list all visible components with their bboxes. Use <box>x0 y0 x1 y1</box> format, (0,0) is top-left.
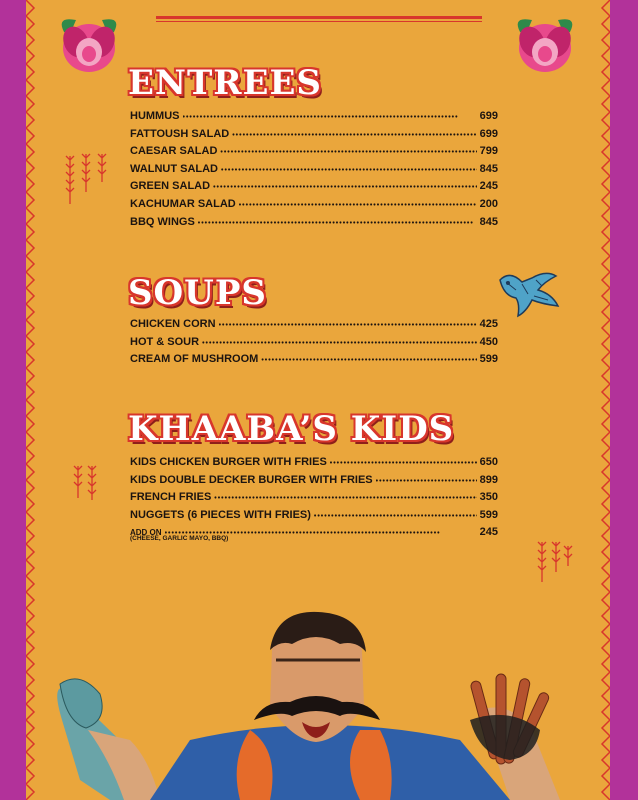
dot-leader <box>232 128 476 140</box>
entrees-list <box>130 110 498 233</box>
entrees-heading: ENTREES <box>128 63 322 103</box>
dot-leader <box>198 216 477 228</box>
menu-item <box>130 509 498 527</box>
item-name: KIDS DOUBLE DECKER BURGER WITH FRIES <box>130 473 373 486</box>
menu-item <box>130 163 498 181</box>
dot-leader <box>219 318 477 330</box>
item-price: 845 <box>479 162 498 175</box>
soups-list <box>130 318 498 371</box>
dot-leader <box>330 456 477 468</box>
item-price: 245 <box>479 180 498 193</box>
dot-leader <box>376 474 477 486</box>
item-name: CREAM OF MUSHROOM <box>130 353 259 366</box>
arrow-pattern-icon <box>62 152 110 210</box>
addon-note: (CHEESE, GARLIC MAYO, BBQ) <box>130 535 229 543</box>
dot-leader <box>239 198 477 210</box>
item-price: 699 <box>479 127 498 140</box>
dot-leader <box>213 180 477 192</box>
left-zigzag-border <box>26 0 38 800</box>
dot-leader <box>183 110 477 122</box>
item-price: 899 <box>479 473 498 486</box>
dot-leader <box>221 163 477 175</box>
item-price: 699 <box>479 110 498 122</box>
menu-item <box>130 353 498 371</box>
item-price: 350 <box>479 491 498 504</box>
menu-item <box>130 318 498 336</box>
lotus-flower-icon <box>56 12 122 78</box>
menu-item <box>130 110 498 128</box>
item-price: 200 <box>479 197 498 210</box>
lotus-flower-icon <box>512 12 578 78</box>
menu-item <box>130 180 498 198</box>
menu-item <box>130 216 498 234</box>
item-price: 450 <box>479 335 498 348</box>
item-price: 845 <box>479 215 498 228</box>
item-name: WALNUT SALAD <box>130 162 218 175</box>
item-price: 799 <box>479 145 498 158</box>
arrow-pattern-icon <box>536 538 576 584</box>
dot-leader <box>220 145 476 157</box>
item-price: 599 <box>479 508 498 521</box>
item-name: HOT & SOUR <box>130 335 200 348</box>
dot-leader <box>214 491 476 503</box>
item-price: 650 <box>479 456 498 468</box>
character-illustration <box>40 610 600 800</box>
menu-item <box>130 128 498 146</box>
arrow-pattern-icon <box>72 462 102 502</box>
item-name: CHICKEN CORN <box>130 318 216 330</box>
menu-item <box>130 336 498 354</box>
bird-illustration-icon <box>496 266 562 322</box>
kids-list <box>130 456 498 542</box>
item-name: FRENCH FRIES <box>130 491 212 504</box>
menu-item <box>130 198 498 216</box>
menu-item <box>130 145 498 163</box>
dot-leader <box>202 336 477 348</box>
item-name: FATTOUSH SALAD <box>130 127 230 140</box>
item-name: CAESAR SALAD <box>130 145 218 158</box>
item-name: BBQ WINGS <box>130 215 195 228</box>
item-price: 599 <box>479 353 498 366</box>
dot-leader <box>261 353 476 365</box>
item-price: 245 <box>479 526 498 539</box>
top-decorative-line <box>156 16 482 19</box>
item-name: HUMMUS <box>130 110 180 122</box>
top-decorative-line-thin <box>156 21 482 22</box>
item-price: 425 <box>479 318 498 330</box>
item-name: GREEN SALAD <box>130 180 211 193</box>
item-name: KIDS CHICKEN BURGER WITH FRIES <box>130 456 327 468</box>
item-name: ADD ON <box>130 528 162 538</box>
soups-heading: SOUPS <box>128 273 267 313</box>
menu-item <box>130 456 498 474</box>
kids-heading: KHAABA’S KIDS <box>128 409 455 449</box>
dot-leader <box>314 509 477 521</box>
item-name: NUGGETS (6 PIECES WITH FRIES) <box>130 508 311 521</box>
menu-item <box>130 491 498 509</box>
menu-item <box>130 474 498 492</box>
item-name: KACHUMAR SALAD <box>130 197 236 210</box>
